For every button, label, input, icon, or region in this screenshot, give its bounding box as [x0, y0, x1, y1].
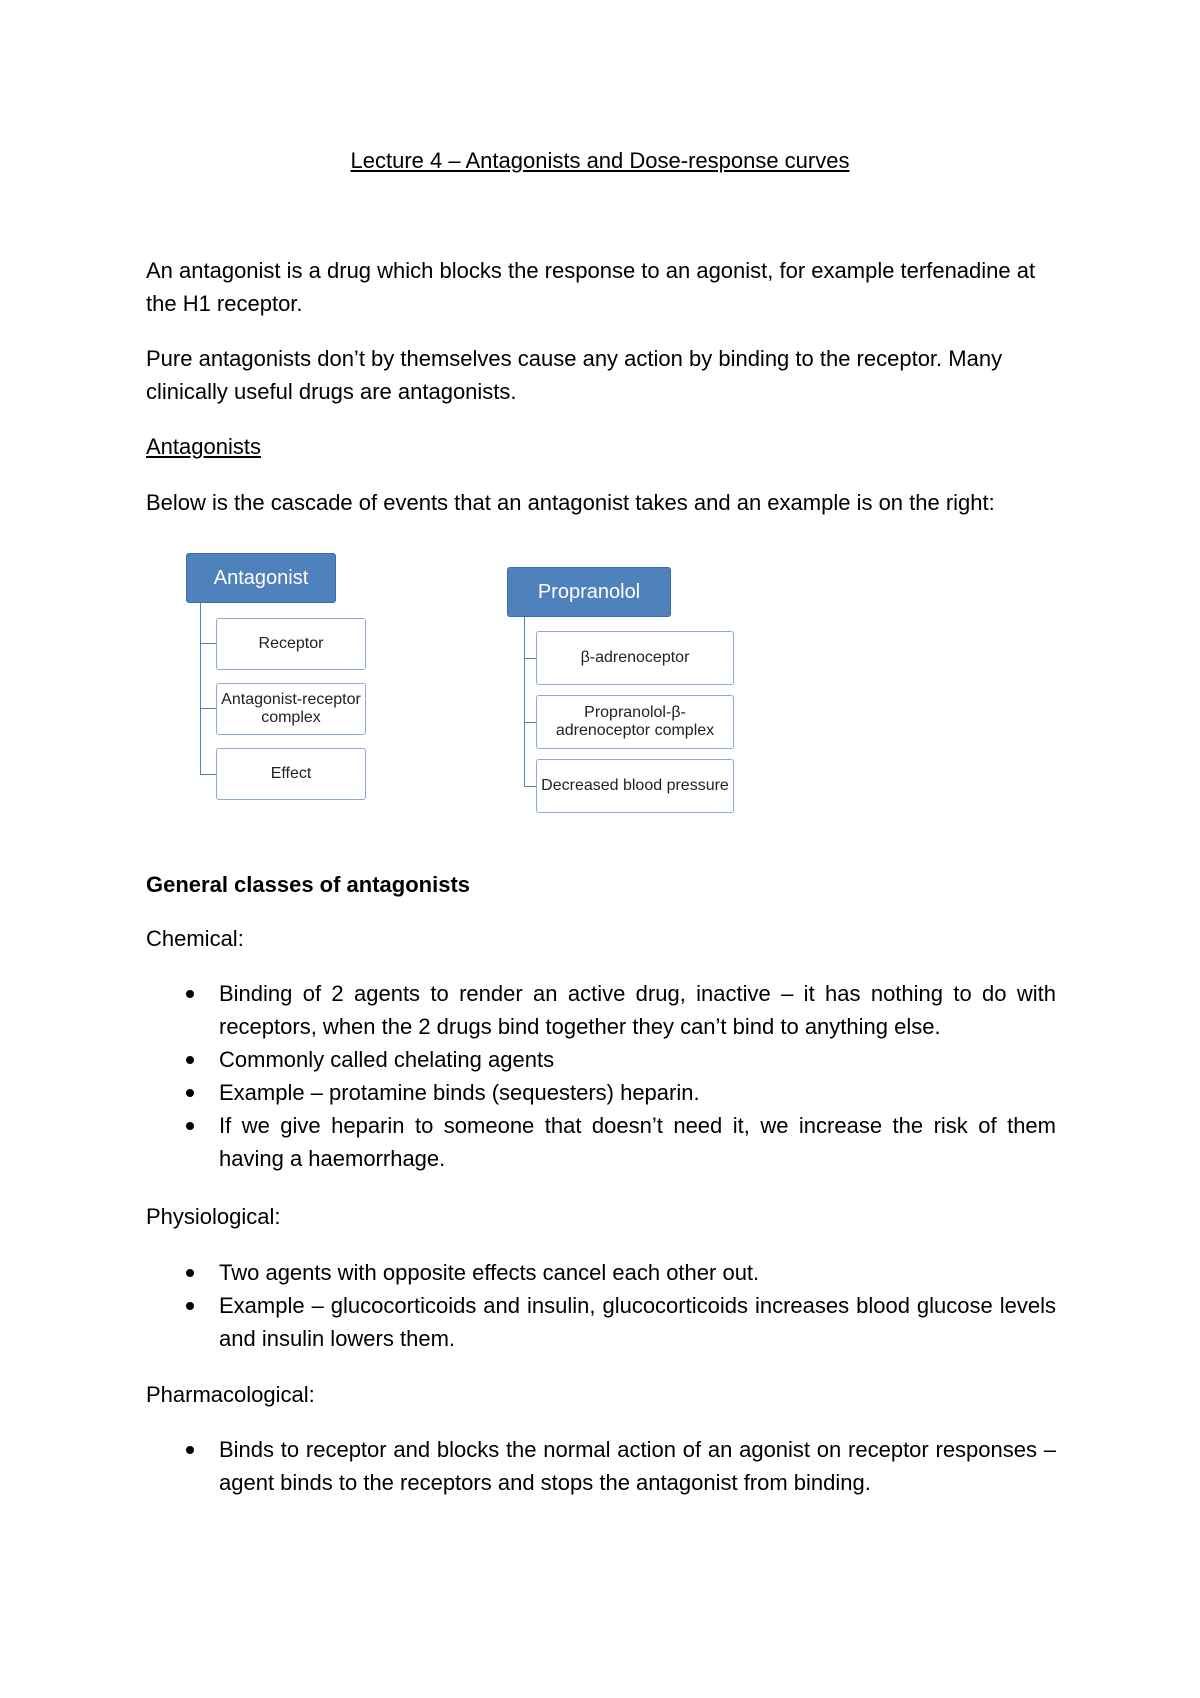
intro-paragraph-1: An antagonist is a drug which blocks the response to an agonist, for example terfenadine at the H1 receptor. — [146, 258, 1036, 316]
cascade-text: Below is the cascade of events that an antagonist takes and an example is on the right: — [146, 490, 995, 515]
physiological-heading: Physiological: — [146, 1204, 281, 1229]
chemical-list — [146, 977, 1056, 1175]
list-item: Binding of 2 agents to render an active drug, inactive – it has nothing to do with receptors, when the 2 drugs bind together they can’t bind to anything else. — [146, 977, 1056, 1043]
physiological-list — [146, 1256, 1056, 1355]
diagram-node-effect: Effect — [216, 748, 366, 800]
diagram-connector — [524, 786, 536, 787]
pharmacological-list — [146, 1433, 1056, 1499]
diagram-root-antagonist: Antagonist — [186, 553, 336, 603]
diagram-node-decreased-blood-pressure: Decreased blood pressure — [536, 759, 734, 813]
page-title: Lecture 4 – Antagonists and Dose-response curves — [350, 148, 850, 173]
diagram-connector — [200, 774, 216, 775]
list-item: Commonly called chelating agents — [146, 1043, 1056, 1076]
diagram-connector — [200, 603, 201, 775]
bullet-icon — [186, 990, 194, 998]
diagram-root-propranolol: Propranolol — [507, 567, 671, 617]
diagram-node-receptor: Receptor — [216, 618, 366, 670]
diagram-connector — [524, 658, 536, 659]
classes-heading: General classes of antagonists — [146, 872, 471, 897]
bullet-icon — [186, 1269, 194, 1277]
bullet-icon — [186, 1302, 194, 1310]
list-item: Two agents with opposite effects cancel each other out. — [146, 1256, 1056, 1289]
chemical-heading: Chemical: — [146, 926, 244, 951]
list-item: Binds to receptor and blocks the normal action of an agonist on receptor responses – agent binds to the receptors and stops the antagonist from binding. — [146, 1433, 1056, 1499]
bullet-icon — [186, 1446, 194, 1454]
list-item: If we give heparin to someone that doesn’t need it, we increase the risk of them having a haemorrhage. — [146, 1109, 1056, 1175]
diagram-connector — [200, 643, 216, 644]
diagram-connector — [200, 708, 216, 709]
list-item: Example – protamine binds (sequesters) heparin. — [146, 1076, 1056, 1109]
diagram-node-beta-adrenoceptor: β-adrenoceptor — [536, 631, 734, 685]
bullet-icon — [186, 1122, 194, 1130]
intro-paragraph-2: Pure antagonists don’t by themselves cause any action by binding to the receptor. Many clinically useful drugs are antagonists. — [146, 346, 1003, 404]
bullet-icon — [186, 1089, 194, 1097]
list-item: Example – glucocorticoids and insulin, glucocorticoids increases blood glucose levels and insulin lowers them. — [146, 1289, 1056, 1355]
diagram-connector — [524, 722, 536, 723]
diagram-node-antagonist-receptor-complex: Antagonist-receptor complex — [216, 683, 366, 735]
antagonists-heading: Antagonists — [146, 434, 261, 459]
pharmacological-heading: Pharmacological: — [146, 1382, 315, 1407]
bullet-icon — [186, 1056, 194, 1064]
diagram-node-propranolol-complex: Propranolol-β-adrenoceptor complex — [536, 695, 734, 749]
diagram-connector — [524, 617, 525, 787]
